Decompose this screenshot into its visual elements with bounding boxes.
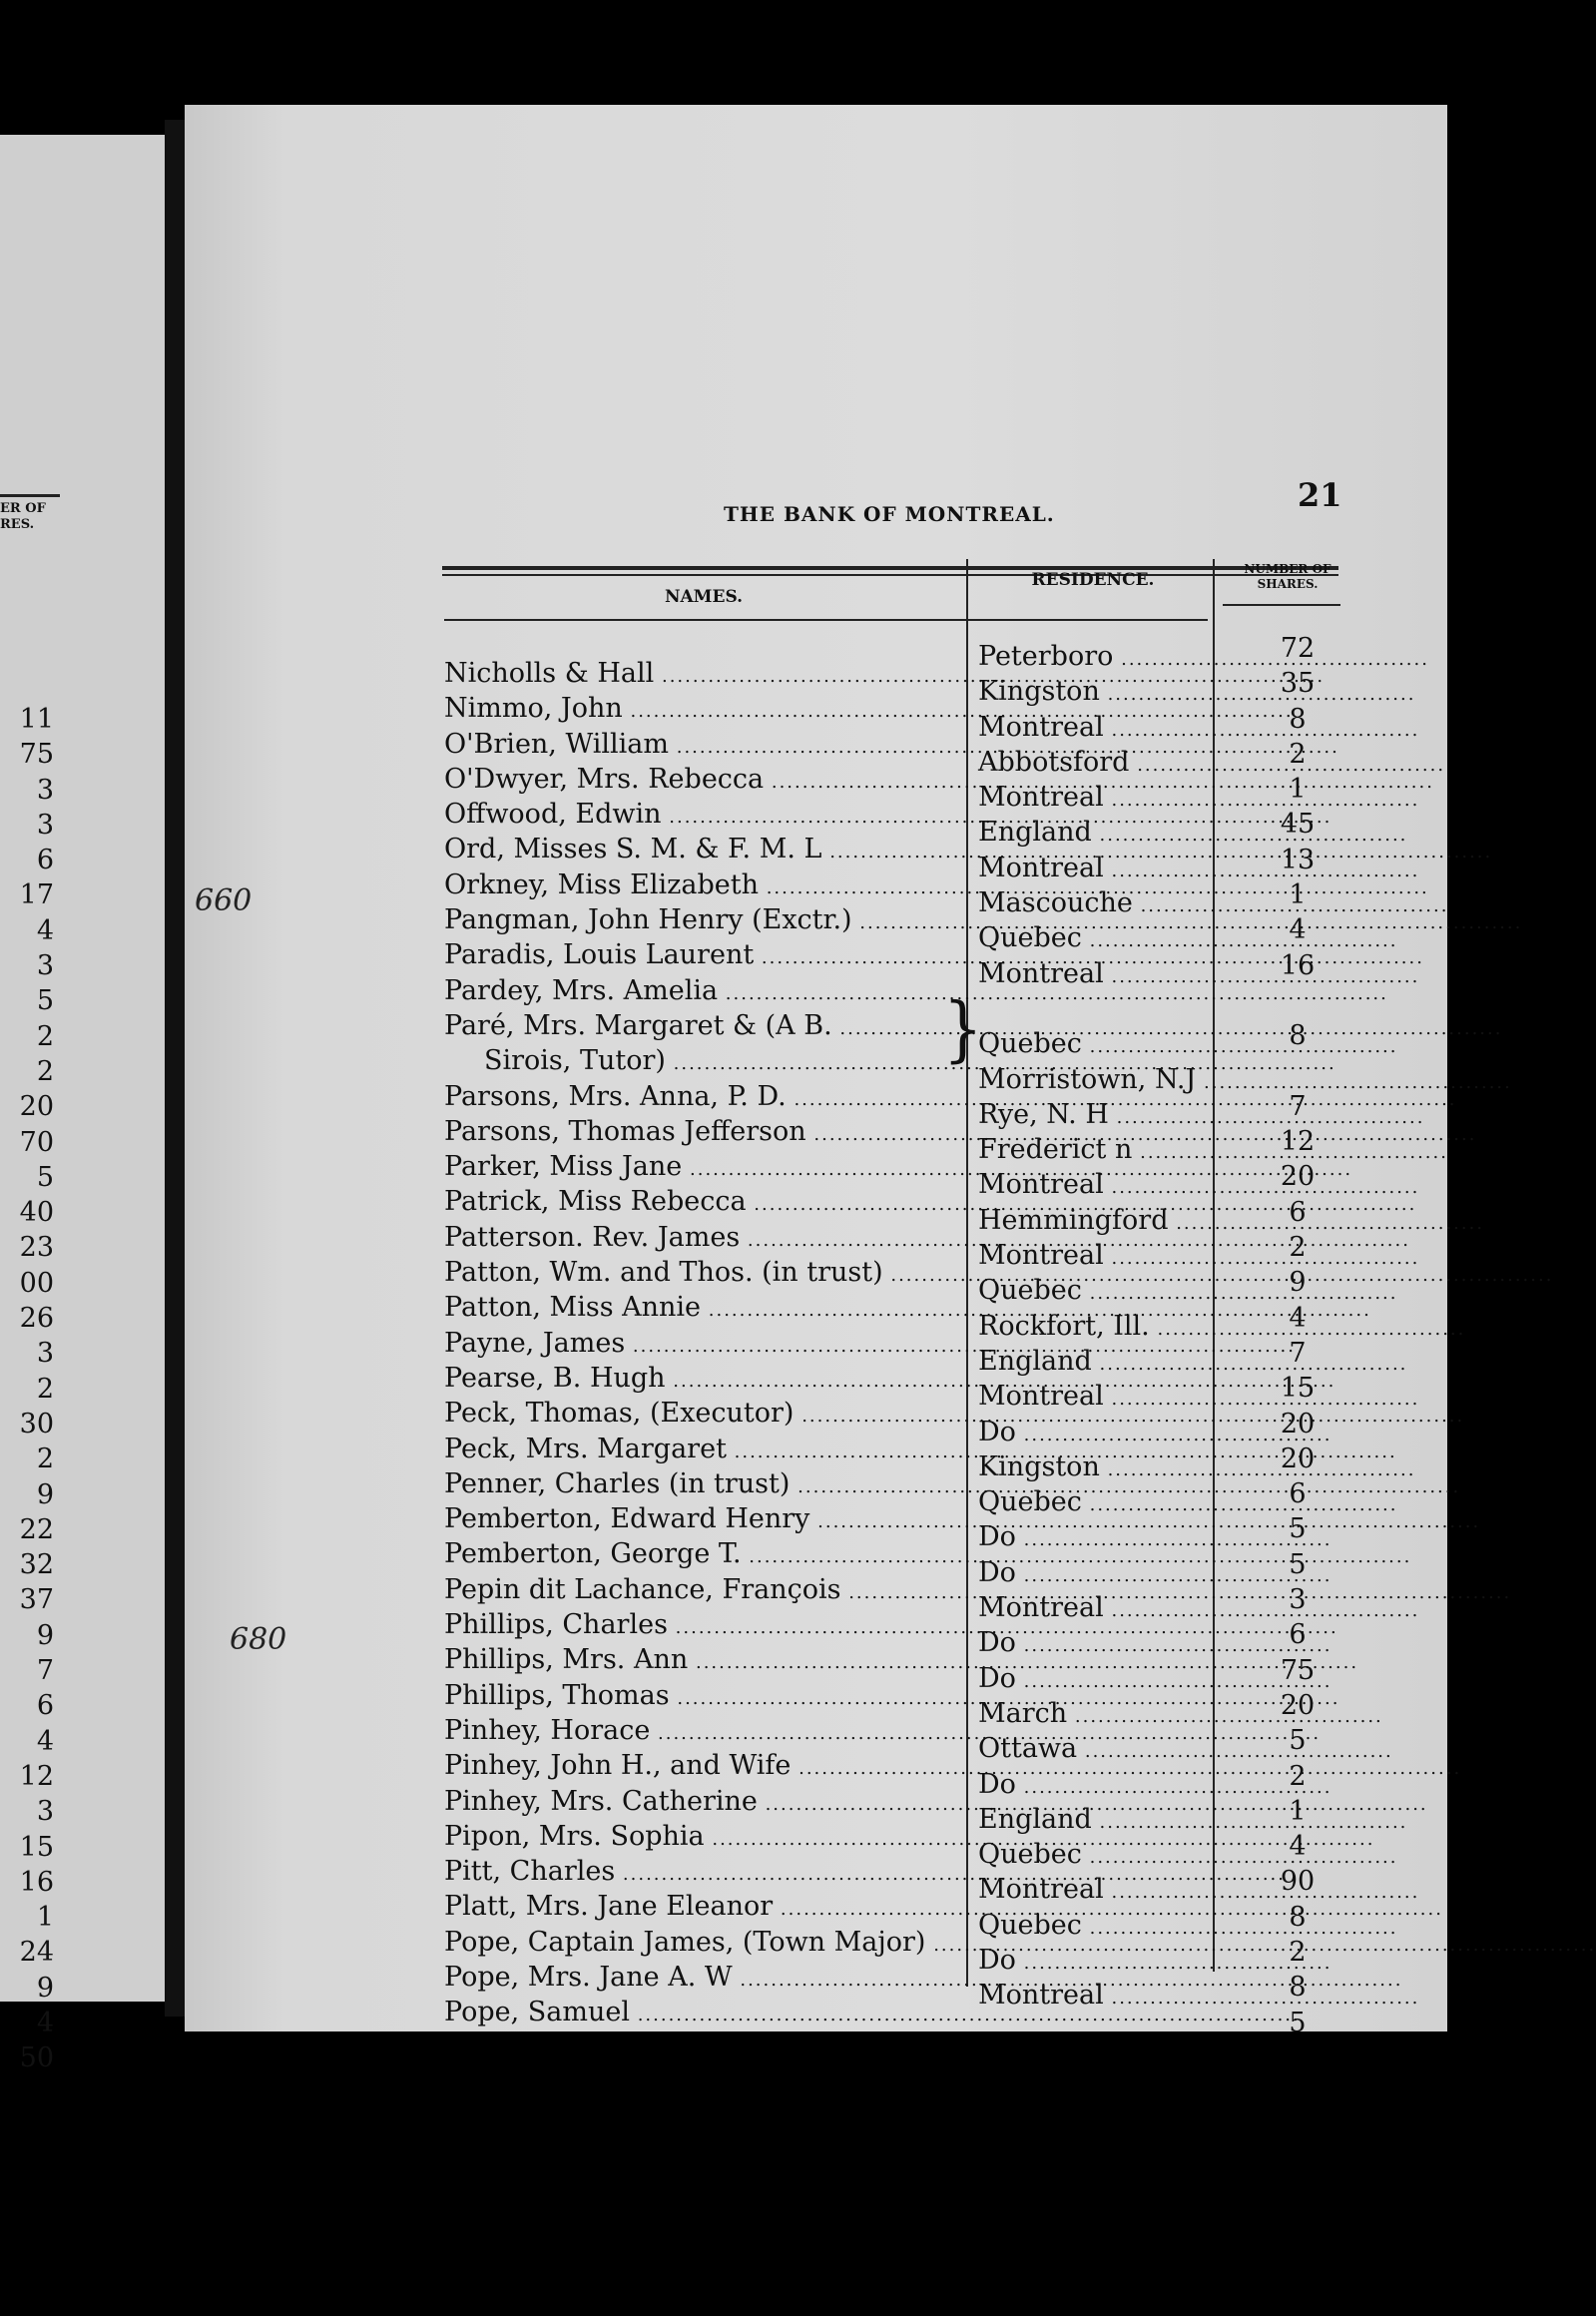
- shareholder-shares: 3: [1289, 1584, 1307, 1616]
- facing-share-number: 15: [19, 1831, 54, 1863]
- facing-share-number: 5: [36, 1161, 54, 1193]
- shareholder-residence: Montreal .....: [978, 710, 1218, 745]
- shareholder-shares: 8: [1289, 703, 1307, 735]
- shareholder-residence: Hemmingford .....: [978, 1203, 1218, 1238]
- facing-share-number: 6: [36, 845, 54, 876]
- shareholder-shares: 2: [1289, 1760, 1307, 1792]
- shareholder-name: Pope, Samuel .....: [444, 1995, 968, 2029]
- margin-note-660: 660: [195, 883, 253, 918]
- shareholder-name: Platt, Mrs. Jane Eleanor .....: [444, 1889, 968, 1924]
- facing-header-line-2: RES.: [0, 517, 35, 532]
- shareholder-shares: 12: [1280, 1126, 1316, 1158]
- shareholder-residence: Quebec .....: [978, 1908, 1218, 1943]
- shareholder-shares: 5: [1289, 1725, 1307, 1757]
- shareholder-shares: 90: [1280, 1866, 1316, 1898]
- shareholder-shares: 20: [1280, 1408, 1316, 1440]
- shareholder-shares: 2: [1289, 738, 1307, 770]
- shares-column-header: [1223, 562, 1352, 592]
- facing-share-number: 17: [19, 879, 54, 911]
- shareholder-shares: 4: [1289, 914, 1307, 946]
- shareholder-shares: 15: [1280, 1373, 1316, 1405]
- shareholder-shares: 5: [1289, 1513, 1307, 1545]
- facing-header-line-1: ER OF: [0, 501, 46, 516]
- shareholder-residence: Do .....: [978, 1415, 1218, 1449]
- shareholder-name: Pinhey, Mrs. Catherine .....: [444, 1784, 968, 1819]
- shareholder-name: Penner, Charles (in trust) .....: [444, 1466, 968, 1501]
- facing-share-number: 40: [19, 1197, 54, 1229]
- facing-share-number: 2: [36, 1020, 54, 1052]
- shareholder-residence: Quebec .....: [978, 1837, 1218, 1872]
- shareholder-shares: 9: [1289, 1267, 1307, 1299]
- shareholder-residence: Quebec .....: [978, 1273, 1218, 1308]
- names-column-header: NAMES.: [664, 587, 744, 607]
- margin-note-680: 680: [230, 1622, 287, 1657]
- names-column: [444, 656, 968, 2030]
- shareholder-shares: 1: [1289, 1795, 1307, 1827]
- facing-share-number: 4: [36, 914, 54, 946]
- shareholder-name: Ord, Misses S. M. & F. M. L .....: [444, 832, 968, 867]
- shareholder-residence: [978, 991, 1218, 1026]
- shareholder-shares: 2: [1289, 1936, 1307, 1968]
- shareholder-name: Nicholls & Hall .....: [444, 656, 968, 691]
- shareholder-shares: 8: [1289, 1972, 1307, 2004]
- shareholder-name: Sirois, Tutor) .....: [444, 1043, 968, 1078]
- shareholder-residence: Do .....: [978, 1767, 1218, 1802]
- facing-share-number: 9: [36, 1619, 54, 1651]
- shareholder-name: Pardey, Mrs. Amelia .....: [444, 973, 968, 1008]
- book-gutter: [165, 120, 185, 2017]
- shareholder-shares: 7: [1289, 1090, 1307, 1122]
- shareholder-residence: Montreal .....: [978, 780, 1218, 815]
- shareholder-name: Peck, Mrs. Margaret .....: [444, 1432, 968, 1466]
- shareholder-name: Offwood, Edwin .....: [444, 797, 968, 832]
- shareholder-residence: England .....: [978, 1344, 1218, 1379]
- facing-share-number: 2: [36, 1444, 54, 1475]
- shareholder-shares: 6: [1289, 1619, 1307, 1651]
- shareholder-residence: Do .....: [978, 1625, 1218, 1660]
- facing-share-number: 7: [36, 1655, 54, 1687]
- facing-share-number: 11: [19, 704, 54, 735]
- facing-share-number: 3: [36, 774, 54, 806]
- shareholder-residence: Rye, N. H .....: [978, 1097, 1218, 1132]
- shareholder-name: Phillips, Mrs. Ann .....: [444, 1642, 968, 1677]
- shareholder-name: Parsons, Mrs. Anna, P. D. .....: [444, 1079, 968, 1114]
- shareholder-residence: Do .....: [978, 1555, 1218, 1590]
- shareholder-residence: England .....: [978, 815, 1218, 850]
- facing-share-number: 75: [19, 739, 54, 771]
- shareholder-name: Patton, Wm. and Thos. (in trust) .....: [444, 1255, 968, 1290]
- shareholder-name: Paradis, Louis Laurent .....: [444, 937, 968, 972]
- shareholder-name: Pangman, John Henry (Exctr.) .....: [444, 902, 968, 937]
- shareholder-name: Parker, Miss Jane .....: [444, 1149, 968, 1184]
- facing-share-number: 23: [19, 1232, 54, 1264]
- shareholder-shares: 13: [1280, 844, 1316, 875]
- running-head: THE BANK OF MONTREAL.: [724, 502, 1055, 526]
- shareholder-residence: Quebec .....: [978, 1484, 1218, 1519]
- shareholder-name: Paré, Mrs. Margaret & (A B. .....: [444, 1008, 968, 1043]
- facing-share-number: 6: [36, 1690, 54, 1722]
- facing-share-number: 2: [36, 1373, 54, 1405]
- shareholder-name: Pinhey, John H., and Wife .....: [444, 1748, 968, 1783]
- shareholder-name: Orkney, Miss Elizabeth .....: [444, 868, 968, 902]
- facing-share-number: 16: [19, 1866, 54, 1898]
- facing-share-number: 37: [19, 1584, 54, 1616]
- shareholder-shares: 75: [1280, 1654, 1316, 1686]
- shareholder-name: Peck, Thomas, (Executor) .....: [444, 1396, 968, 1431]
- facing-share-number: 12: [19, 1760, 54, 1792]
- facing-share-number: 24: [19, 1937, 54, 1969]
- shareholder-shares: 16: [1280, 949, 1316, 981]
- facing-share-number: 9: [36, 1972, 54, 2004]
- shareholder-shares: 5: [1289, 2007, 1307, 2038]
- shareholder-name: O'Dwyer, Mrs. Rebecca .....: [444, 762, 968, 797]
- shareholder-shares: 20: [1280, 1443, 1316, 1474]
- shareholder-shares: 20: [1280, 1161, 1316, 1193]
- shareholder-shares: 1: [1289, 774, 1307, 806]
- shareholder-shares: 8: [1289, 1901, 1307, 1933]
- shareholder-name: Payne, James .....: [444, 1326, 968, 1361]
- shareholder-residence: Kingston .....: [978, 1449, 1218, 1484]
- shareholder-name: Pinhey, Horace .....: [444, 1713, 968, 1748]
- shareholder-shares: 72: [1280, 633, 1316, 664]
- shareholder-residence: Montreal .....: [978, 851, 1218, 885]
- facing-share-number: 32: [19, 1549, 54, 1581]
- shareholder-residence: Montreal .....: [978, 956, 1218, 991]
- shareholder-name: Parsons, Thomas Jefferson .....: [444, 1114, 968, 1149]
- bracket: }: [943, 986, 983, 1071]
- shareholder-name: Pemberton, George T. .....: [444, 1536, 968, 1571]
- shareholder-residence: Montreal .....: [978, 1379, 1218, 1414]
- shareholder-name: Pemberton, Edward Henry .....: [444, 1501, 968, 1536]
- shareholder-residence: Peterboro .....: [978, 639, 1218, 674]
- shareholder-residence: Do .....: [978, 1943, 1218, 1978]
- shareholder-residence: Montreal .....: [978, 1238, 1218, 1273]
- shares-header-line-2: SHARES.: [1257, 577, 1319, 591]
- facing-share-number: 00: [19, 1267, 54, 1299]
- facing-share-number: 2: [36, 1055, 54, 1087]
- shareholder-residence: Montreal .....: [978, 1167, 1218, 1202]
- shares-header-line-1: NUMBER OF: [1244, 562, 1331, 576]
- facing-share-number: 30: [19, 1408, 54, 1440]
- shareholder-residence: Montreal .....: [978, 1872, 1218, 1907]
- shareholder-residence: Ottawa .....: [978, 1731, 1218, 1766]
- facing-share-number: 22: [19, 1513, 54, 1545]
- facing-page-header: [0, 494, 60, 533]
- shareholder-name: Phillips, Charles .....: [444, 1607, 968, 1642]
- shareholder-name: Pope, Captain James, (Town Major) .....: [444, 1925, 968, 1960]
- shareholder-residence: Montreal .....: [978, 1978, 1218, 2013]
- shareholder-name: Phillips, Thomas .....: [444, 1678, 968, 1713]
- facing-share-number: 9: [36, 1478, 54, 1510]
- facing-share-number: 50: [19, 2042, 54, 2074]
- facing-share-number: 3: [36, 1796, 54, 1828]
- shareholder-residence: Do .....: [978, 1519, 1218, 1554]
- shareholder-shares: 6: [1289, 1196, 1307, 1228]
- facing-share-number: 26: [19, 1303, 54, 1335]
- residence-column: [978, 639, 1218, 2014]
- shareholder-name: Pepin dit Lachance, François .....: [444, 1572, 968, 1607]
- shareholder-residence: Quebec .....: [978, 920, 1218, 955]
- shareholder-name: Nimmo, John .....: [444, 691, 968, 726]
- shareholder-shares: 7: [1289, 1337, 1307, 1369]
- shareholder-shares: 35: [1280, 668, 1316, 700]
- shareholder-shares: [1243, 1054, 1352, 1089]
- shareholder-shares: [1243, 983, 1352, 1018]
- shares-header-rule: [1223, 604, 1340, 606]
- shareholder-residence: Kingston .....: [978, 674, 1218, 709]
- shareholder-name: Patton, Miss Annie .....: [444, 1290, 968, 1325]
- ledger-page: [185, 105, 1447, 2038]
- facing-share-number: 1: [36, 1902, 54, 1934]
- shareholder-name: Patterson. Rev. James .....: [444, 1220, 968, 1255]
- shareholder-residence: England .....: [978, 1802, 1218, 1837]
- shareholder-name: Pipon, Mrs. Sophia .....: [444, 1819, 968, 1854]
- shareholder-residence: Rockfort, Ill. .....: [978, 1309, 1218, 1344]
- shareholder-name: Pitt, Charles .....: [444, 1854, 968, 1889]
- facing-share-number: 20: [19, 1091, 54, 1123]
- shareholder-name: Patrick, Miss Rebecca .....: [444, 1184, 968, 1219]
- page-number: 21: [1298, 476, 1342, 514]
- shareholder-residence: Morristown, N.J .....: [978, 1062, 1218, 1097]
- shareholder-shares: 1: [1289, 879, 1307, 911]
- facing-share-number: 3: [36, 1338, 54, 1370]
- shareholder-residence: Frederict n .....: [978, 1132, 1218, 1167]
- shareholder-residence: Mascouche .....: [978, 885, 1218, 920]
- shareholder-shares: 20: [1280, 1689, 1316, 1721]
- shareholder-residence: Quebec .....: [978, 1026, 1218, 1061]
- shares-column: [1243, 631, 1352, 2040]
- shareholder-shares: 8: [1289, 1020, 1307, 1052]
- facing-page: [0, 135, 165, 2074]
- shareholder-residence: Abbotsford .....: [978, 745, 1218, 780]
- facing-share-number: 3: [36, 809, 54, 841]
- shareholder-shares: 6: [1289, 1478, 1307, 1510]
- facing-share-number: 4: [36, 1725, 54, 1757]
- shareholder-shares: 4: [1289, 1831, 1307, 1863]
- shareholder-shares: 2: [1289, 1232, 1307, 1264]
- shareholder-residence: Do .....: [978, 1661, 1218, 1696]
- facing-share-number: 3: [36, 950, 54, 982]
- shareholder-residence: Montreal .....: [978, 1590, 1218, 1625]
- shareholder-name: Pope, Mrs. Jane A. W .....: [444, 1960, 968, 1995]
- facing-share-number: 70: [19, 1126, 54, 1158]
- shareholder-name: O'Brien, William .....: [444, 727, 968, 762]
- facing-page-share-numbers: [0, 702, 54, 2076]
- shareholder-residence: March .....: [978, 1696, 1218, 1731]
- shareholder-shares: 4: [1289, 1302, 1307, 1334]
- facing-share-number: 5: [36, 985, 54, 1017]
- shareholder-shares: 5: [1289, 1548, 1307, 1580]
- column-header-rule: [444, 619, 1208, 621]
- residence-column-header: RESIDENCE.: [1031, 570, 1155, 590]
- shareholder-name: Pearse, B. Hugh .....: [444, 1361, 968, 1396]
- facing-share-number: 4: [36, 2007, 54, 2038]
- shareholder-shares: 45: [1280, 809, 1316, 841]
